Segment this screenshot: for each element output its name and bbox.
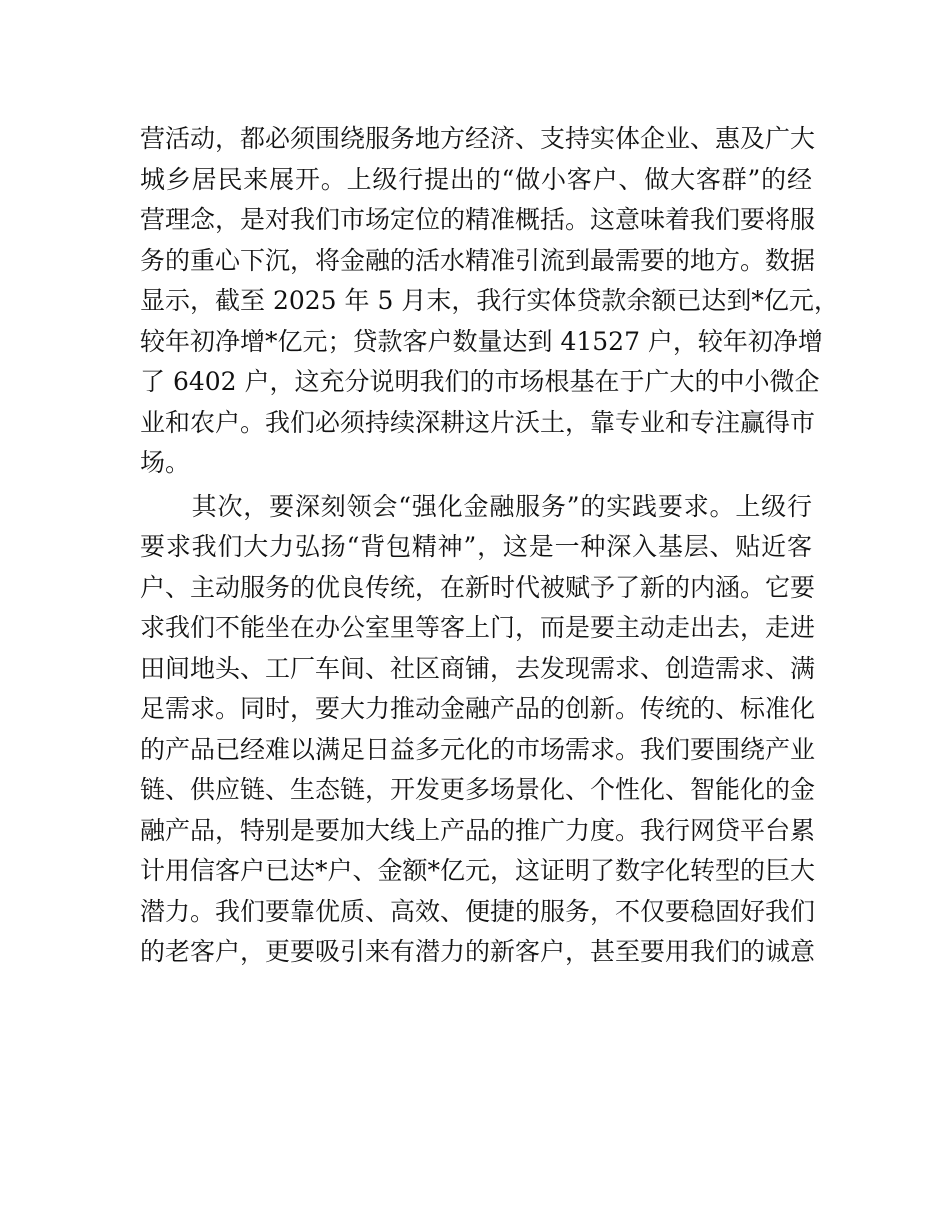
text-line: 较年初净增*亿元；贷款客户数量达到 41527 户，较年初净增 bbox=[140, 326, 823, 356]
text-line: 足需求。同时，要大力推动金融产品的创新。传统的、标准化 bbox=[140, 694, 816, 723]
text-line: 务的重心下沉，将金融的活水精准引流到最需要的地方。数据 bbox=[140, 245, 816, 275]
paragraph-market-positioning bbox=[140, 119, 839, 484]
document-body bbox=[140, 119, 839, 973]
text-line: 计用信客户已达*户、金额*亿元，这证明了数字化转型的巨大 bbox=[140, 856, 816, 885]
text-line: 营活动，都必须围绕服务地方经济、支持实体企业、惠及广大 bbox=[140, 124, 816, 153]
text-line: 了 6402 户，这充分说明我们的市场根基在于广大的中小微企 bbox=[140, 367, 820, 396]
text-line: 业和农户。我们必须持续深耕这片沃土，靠专业和专注赢得市 bbox=[140, 407, 816, 437]
text-line: 户、主动服务的优良传统，在新时代被赋予了新的内涵。它要 bbox=[140, 572, 816, 602]
text-line: 其次，要深刻领会“强化金融服务”的实践要求。上级行 bbox=[140, 491, 812, 521]
text-line: 场。 bbox=[140, 448, 191, 477]
text-line: 城乡居民来展开。上级行提出的“做小客户、做大客群”的经 bbox=[140, 164, 812, 194]
paragraph-financial-service bbox=[140, 487, 816, 973]
text-line: 营理念，是对我们市场定位的精准概括。这意味着我们要将服 bbox=[140, 205, 816, 234]
text-line: 融产品，特别是要加大线上产品的推广力度。我行网贷平台累 bbox=[140, 815, 816, 845]
text-line: 显示，截至 2025 年 5 月末，我行实体贷款余额已达到*亿元， bbox=[140, 286, 839, 315]
text-line: 要求我们大力弘扬“背包精神”，这是一种深入基层、贴近客 bbox=[140, 532, 812, 561]
text-line: 链、供应链、生态链，开发更多场景化、个性化、智能化的金 bbox=[140, 775, 816, 804]
text-line: 潜力。我们要靠优质、高效、便捷的服务，不仅要稳固好我们 bbox=[140, 896, 816, 926]
text-line: 田间地头、工厂车间、社区商铺，去发现需求、创造需求、满 bbox=[140, 653, 816, 683]
text-line: 求我们不能坐在办公室里等客上门，而是要主动走出去，走进 bbox=[140, 613, 816, 642]
text-line: 的产品已经难以满足日益多元化的市场需求。我们要围绕产业 bbox=[140, 734, 816, 764]
text-line: 的老客户，更要吸引来有潜力的新客户，甚至要用我们的诚意 bbox=[140, 937, 816, 966]
